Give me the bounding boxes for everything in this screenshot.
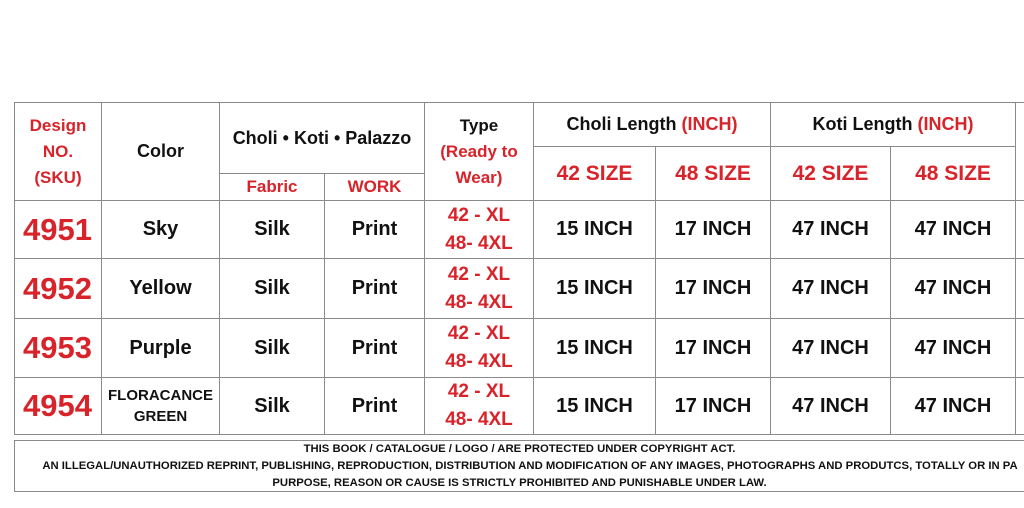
header-choli-length xyxy=(534,103,771,147)
koti-48-cell: 47 INCH xyxy=(891,378,1016,435)
copyright-notice xyxy=(14,440,1024,492)
choli-42-cell: 15 INCH xyxy=(534,259,656,319)
copyright-line-3: PURPOSE, REASON OR CAUSE IS STRICTLY PROHIBITED AND PUNISHABLE UNDER LAW. xyxy=(272,477,767,489)
koti-42-cell: 47 INCH xyxy=(771,259,891,319)
type-size-a: 42 - XL xyxy=(447,323,511,344)
choli-42-cell: 15 INCH xyxy=(534,201,656,259)
sku-cell: 4951 xyxy=(15,201,102,259)
choli-48-cell: 17 INCH xyxy=(656,201,771,259)
cut-cell xyxy=(1016,319,1024,378)
header-choli-48: 48 SIZE xyxy=(656,147,771,201)
header-type-sub-2: Wear) xyxy=(455,167,503,187)
choli-42-cell: 15 INCH xyxy=(534,319,656,378)
fabric-cell: Silk xyxy=(220,378,325,435)
table-row xyxy=(15,201,1024,259)
cut-cell xyxy=(1016,378,1024,435)
type-size-b: 48- 4XL xyxy=(445,291,513,313)
header-koti-length xyxy=(771,103,1016,147)
choli-48-cell: 17 INCH xyxy=(656,378,771,435)
header-cut-column xyxy=(1016,103,1024,201)
color-cell xyxy=(102,378,220,435)
type-size-b: 48- 4XL xyxy=(445,232,513,254)
header-color: Color xyxy=(102,103,220,201)
work-cell: Print xyxy=(325,201,425,259)
cut-cell xyxy=(1016,201,1024,259)
type-size-b: 48- 4XL xyxy=(445,409,513,430)
table-row xyxy=(15,259,1024,319)
color-line-1: FLORACANCE xyxy=(108,387,213,404)
color-cell: Purple xyxy=(102,319,220,378)
fabric-cell: Silk xyxy=(220,201,325,259)
table-row xyxy=(15,378,1024,435)
type-size-a: 42 - XL xyxy=(447,381,511,402)
header-work: WORK xyxy=(325,174,425,201)
copyright-line-1: THIS BOOK / CATALOGUE / LOGO / ARE PROTECTED UNDER COPYRIGHT ACT. xyxy=(303,443,736,455)
type-cell xyxy=(425,319,534,378)
type-cell xyxy=(425,201,534,259)
header-choli-42: 42 SIZE xyxy=(534,147,656,201)
type-size-b: 48- 4XL xyxy=(445,351,513,372)
sku-cell: 4954 xyxy=(15,378,102,435)
header-koti-length-label: Koti Length xyxy=(812,114,913,134)
koti-48-cell: 47 INCH xyxy=(891,319,1016,378)
copyright-line-2: AN ILLEGAL/UNAUTHORIZED REPRINT, PUBLISHING, REPRODUCTION, DISTRIBUTION AND MODIFICATION OF ANY IMAGES, PHOTOGRAPHS AND PRODUTCS, TOTALLY OR IN PA xyxy=(42,460,1018,472)
koti-42-cell: 47 INCH xyxy=(771,378,891,435)
header-type-sub-1: (Ready to xyxy=(440,141,518,161)
choli-42-cell: 15 INCH xyxy=(534,378,656,435)
header-type-title: Type xyxy=(459,115,499,135)
header-design-no xyxy=(15,103,102,201)
header-design-line-1: Design xyxy=(29,115,87,135)
work-cell: Print xyxy=(325,259,425,319)
sku-cell: 4952 xyxy=(15,259,102,319)
koti-42-cell: 47 INCH xyxy=(771,319,891,378)
cut-cell xyxy=(1016,259,1024,319)
koti-42-cell: 47 INCH xyxy=(771,201,891,259)
header-fabric: Fabric xyxy=(220,174,325,201)
fabric-cell: Silk xyxy=(220,319,325,378)
header-choli-length-label: Choli Length xyxy=(566,114,677,134)
koti-48-cell: 47 INCH xyxy=(891,259,1016,319)
header-koti-42: 42 SIZE xyxy=(771,147,891,201)
type-cell xyxy=(425,259,534,319)
header-design-line-3: (SKU) xyxy=(34,167,82,187)
choli-48-cell: 17 INCH xyxy=(656,319,771,378)
choli-48-cell: 17 INCH xyxy=(656,259,771,319)
color-cell: Sky xyxy=(102,201,220,259)
type-size-a: 42 - XL xyxy=(447,263,511,285)
spec-table xyxy=(14,102,1024,435)
type-size-a: 42 - XL xyxy=(447,204,511,226)
header-choli-length-unit: (INCH) xyxy=(681,114,738,134)
header-design-line-2: NO. xyxy=(42,141,74,161)
sku-cell: 4953 xyxy=(15,319,102,378)
color-cell: Yellow xyxy=(102,259,220,319)
koti-48-cell: 47 INCH xyxy=(891,201,1016,259)
header-type xyxy=(425,103,534,201)
type-cell xyxy=(425,378,534,435)
work-cell: Print xyxy=(325,378,425,435)
spec-table-wrapper xyxy=(14,102,1024,436)
header-group: Choli • Koti • Palazzo xyxy=(220,103,425,174)
work-cell: Print xyxy=(325,319,425,378)
table-row xyxy=(15,319,1024,378)
header-koti-48: 48 SIZE xyxy=(891,147,1016,201)
header-koti-length-unit: (INCH) xyxy=(917,114,974,134)
fabric-cell: Silk xyxy=(220,259,325,319)
color-line-2: GREEN xyxy=(133,408,188,425)
